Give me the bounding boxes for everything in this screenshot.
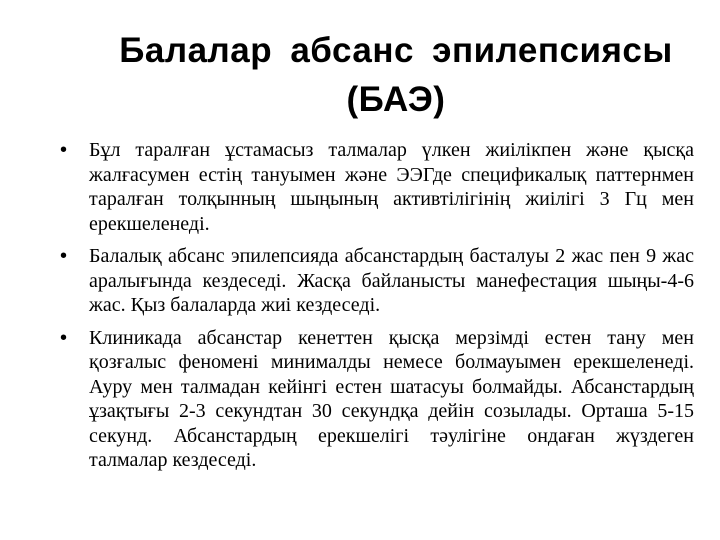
bullet-list [58, 138, 694, 481]
bullet-item [58, 138, 694, 236]
slide-title [60, 26, 720, 124]
bullet-icon: • [60, 139, 68, 161]
slide-title-line-1: Балалар абсанс эпилепсиясы [119, 31, 673, 70]
slide-title-line-2: (БАЭ) [346, 80, 446, 119]
bullet-icon: • [60, 245, 68, 267]
bullet-item [58, 326, 694, 473]
bullet-item [58, 244, 694, 318]
bullet-icon: • [60, 326, 68, 349]
bullet-text: Балалық абсанс эпилепсияда абсанстардың басталуы 2 жас пен 9 жас аралығында кездеседі. Жасқа байланысты манефестация шыңы-4-6 жас. Қыз балаларда жиі кездеседі. [89, 245, 694, 316]
bullet-text: Клиникада абсанстар кенеттен қысқа мерзімді естен тану мен қозғалыс феномені минималды немесе болмауымен ерекшеленеді. Ауру мен талмадан кейінгі естен шатасуы болмайды. Абсанстардың ұзақтығы 2-3 секундтан 30 секундқа дейін созылады. Орташа 5-15 секунд. Абсанстардың ерекшелігі тәулігіне ондаған жүздеген талмалар кездеседі. [89, 326, 694, 471]
bullet-text: Бұл таралған ұстамасыз талмалар үлкен жиілікпен және қысқа жалғасумен естің тануымен және ЭЭГде спецификалық паттернмен таралған толқынның шыңының активтілігінің жиілігі 3 Гц мен ерекшеленеді. [89, 139, 694, 235]
